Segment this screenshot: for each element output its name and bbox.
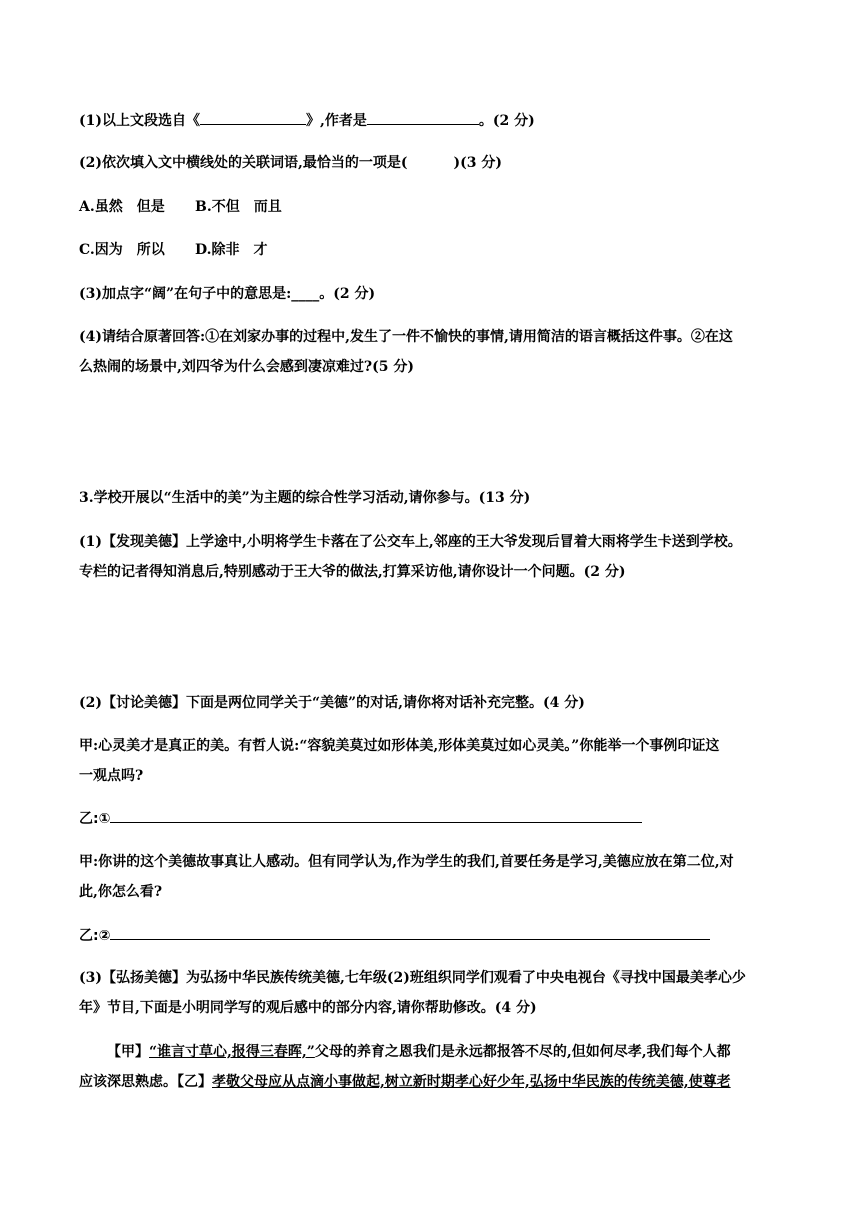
q1-text-c: 。(2 分) (478, 113, 535, 129)
q1-text-a: (1)以上文段选自《 (79, 113, 200, 129)
dialog-yi-2 (79, 925, 784, 946)
answer-blank-2 (110, 925, 710, 940)
question-2 (79, 153, 784, 173)
question-4-line-2: 么热闹的场景中,刘四爷为什么会感到凄凉难过?(5 分) (79, 359, 414, 375)
options-row-1 (79, 197, 784, 217)
option-a: A.虽然 但是 (79, 199, 165, 215)
question-3: (3)加点字“阔”在句子中的意思是:____。(2 分) (79, 286, 376, 302)
q2-tail: )(3 分) (453, 155, 502, 171)
passage-line-2-start: 应该深思熟虑。 (79, 1074, 177, 1090)
option-c: C.因为 所以 (79, 242, 165, 258)
s3-question-1-line-2: 专栏的记者得知消息后,特别感动于王大爷的做法,打算采访他,请你设计一个问题。(2 分) (79, 564, 626, 580)
s3-question-1-line-1: (1)【发现美德】上学途中,小明将学生卡落在了公交车上,邻座的王大爷发现后冒着大雨将学生卡送到学校。 (79, 534, 742, 550)
passage-yi-text: 孝敬父母应从点滴小事做起,树立新时期孝心好少年,弘扬中华民族的传统美德,使尊老 (212, 1074, 731, 1090)
passage-tag-jia: 【甲】 (107, 1044, 149, 1060)
dialog-yi-2-label: 乙:② (79, 928, 111, 944)
s3-question-3-line-1: (3)【弘扬美德】为弘扬中华民族传统美德,七年级(2)班组织同学们观看了中央电视台《寻找中国最美孝心少 (79, 970, 746, 986)
passage-jia-rest: 父母的养育之恩我们是永远都报答不尽的,但如何尽孝,我们每个人都 (314, 1044, 731, 1060)
passage-line-1 (79, 1042, 784, 1062)
dialog-jia-1-line-2: 一观点吗? (79, 768, 144, 784)
dialog-jia-2-line-1: 甲:你讲的这个美德故事真让人感动。但有同学认为,作为学生的我们,首要任务是学习,美德应放在第二位,对 (79, 854, 734, 870)
dialog-jia-2-line-2: 此,你怎么看? (79, 884, 163, 900)
dialog-yi-1 (79, 808, 784, 829)
option-d: D.除非 才 (195, 242, 268, 258)
passage-quote: “谁言寸草心,报得三春晖,” (149, 1044, 315, 1060)
option-b: B.不但 而且 (195, 199, 282, 215)
options-row-2 (79, 240, 784, 260)
dialog-jia-1-line-1: 甲:心灵美才是真正的美。有哲人说:“容貌美莫过如形体美,形体美莫过如心灵美。”你能举一个事例印证这 (79, 738, 720, 754)
book-title-blank (200, 110, 306, 125)
passage-tag-yi: 【乙】 (177, 1074, 212, 1090)
question-1 (79, 110, 784, 131)
s3-question-3-line-2: 年》节目,下面是小明同学写的观后感中的部分内容,请你帮助修改。(4 分) (79, 1000, 537, 1016)
author-blank (367, 110, 479, 125)
passage-line-2 (79, 1072, 784, 1092)
dialog-yi-1-label: 乙:① (79, 811, 111, 827)
answer-blank-1 (110, 808, 642, 823)
q2-text: (2)依次填入文中横线处的关联词语,最恰当的一项是( (79, 155, 408, 171)
s3-question-2-title: (2)【讨论美德】下面是两位同学关于“美德”的对话,请你将对话补充完整。(4 分) (79, 695, 585, 711)
section-3-title: 3.学校开展以“生活中的美”为主题的综合性学习活动,请你参与。(13 分) (79, 490, 531, 506)
q1-text-b: 》,作者是 (306, 113, 367, 129)
question-4-line-1: (4)请结合原著回答:①在刘家办事的过程中,发生了一件不愉快的事情,请用简洁的语言概括这件事。②在这 (79, 329, 733, 345)
